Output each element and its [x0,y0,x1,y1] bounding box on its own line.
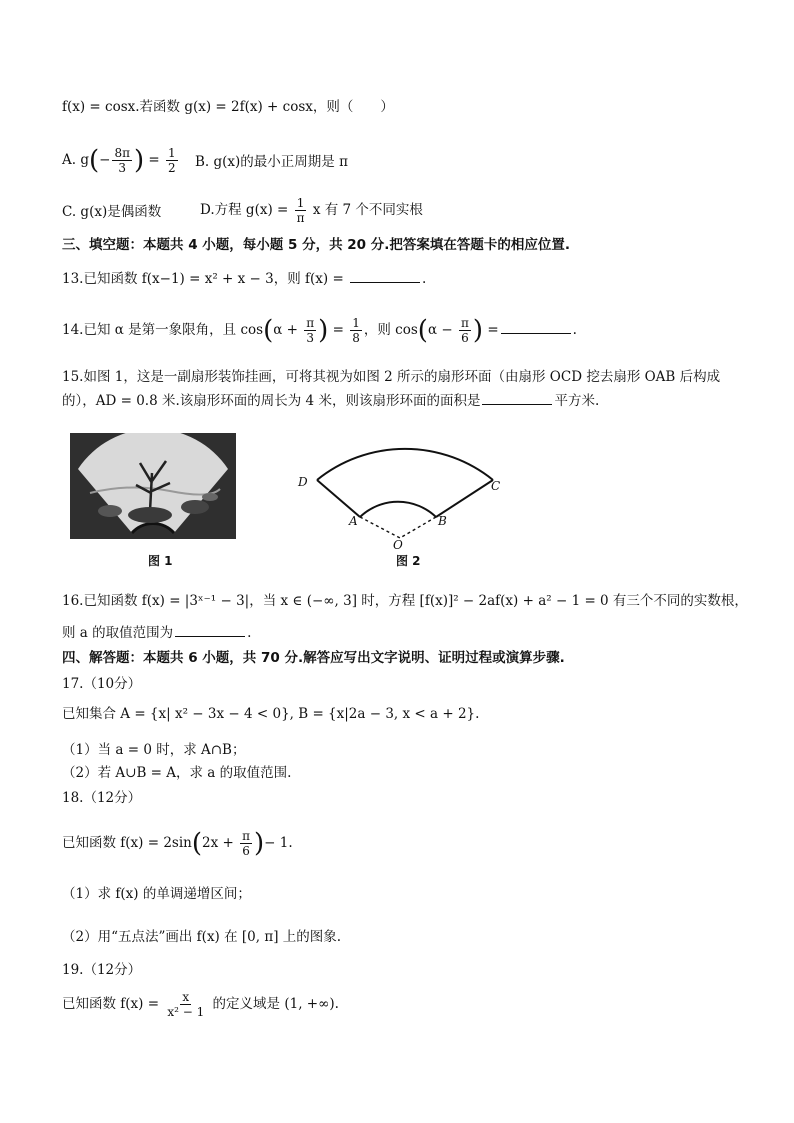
q18-part-1: （1）求 f(x) 的单调递增区间； [62,886,251,902]
q17-stem: 已知集合 A = {x| x² − 3x − 4 < 0}, B = {x|2a − 3, x < a + 2}. [62,706,480,722]
q15-line-1: 15.如图 1，这是一副扇形装饰挂画，可将其视为如图 2 所示的扇形环面（由扇形 OCD 挖去扇形 OAB 后构成 [62,369,721,385]
q12-option-a-fraction: $\frac{8\pi}{3}$ [114,146,130,175]
q15-answer-blank[interactable] [482,392,552,405]
q16-answer-blank[interactable] [175,624,245,637]
q16-line-1: 16.已知函数 f(x) = |3ˣ⁻¹ − 3|，当 x ∈ (−∞, 3] 时，方程 [f(x)]² − 2af(x) + a² − 1 = 0 有三个不同的实数根， [62,593,748,609]
label-o: O [393,538,403,552]
q12-option-a: A. g(− $\frac{8\pi}{3}$ ) = $\frac{1}{2}$ [62,145,176,176]
dashed-segment-bo [400,517,436,538]
segment-cb [436,480,493,517]
inner-arc-ab [360,502,436,517]
fan-painting-graphic [70,433,236,539]
q17-score: 17.（10分） [62,676,142,692]
q17-part-2: （2）若 A∪B = A，求 a 的取值范围. [62,765,292,781]
section-3-heading: 三、填空题：本题共 4 小题，每小题 5 分，共 20 分.把答案填在答题卡的相应位置. [62,237,571,253]
figure-2-caption: 图 2 [396,554,421,568]
q12-stem: f(x) = cosx.若函数 g(x) = 2f(x) + cosx，则（ ） [62,99,394,115]
q13-answer-blank[interactable] [350,270,420,283]
section-4-heading: 四、解答题：本题共 6 小题，共 70 分.解答应写出文字说明、证明过程或演算步骤. [62,650,565,666]
q12-option-a-label: A. g [62,152,89,168]
figure-1-fan-painting [70,433,236,539]
q18-score: 18.（12分） [62,790,142,806]
q14-answer-blank[interactable] [501,321,571,334]
dashed-segment-ao [360,517,400,538]
q12-option-d-fraction: $\frac{1}{\pi}$ [296,196,305,225]
q16-line-2: 则 a 的取值范围为 . [62,625,252,641]
q13: 13.已知函数 f(x−1) = x² + x − 3，则 f(x) = . [62,271,427,287]
q12-option-c: C. g(x)是偶函数 [62,204,162,220]
q12-option-a-value: $\frac{1}{2}$ [168,146,176,175]
segment-da [317,480,360,517]
q17-part-1: （1）当 a = 0 时，求 A∩B； [62,742,246,758]
outer-arc-dc [317,449,493,480]
label-c: C [491,479,501,493]
q19-stem: 已知函数 f(x) = $\frac{x}{\text{x² − 1}}$ 的定义域是 (1, +∞). [62,990,339,1019]
label-d: D [298,475,308,489]
q12-option-b: B. g(x)的最小正周期是 π [195,154,348,170]
figure-2-sector-ring [290,418,520,553]
q18-stem: 已知函数 f(x) = 2sin(2x + $\frac{\pi}{6}$ )− 1. [62,828,293,859]
figure-1-caption: 图 1 [148,554,173,568]
label-b: B [438,514,447,528]
q12-option-d: D.方程 g(x) = $\frac{1}{\pi}$ x 有 7 个不同实根 [200,196,423,225]
label-a: A [349,514,358,528]
q19-score: 19.（12分） [62,962,142,978]
q14: 14.已知 α 是第一象限角，且 cos(α + $\frac{\pi}{3}$ ) = $\frac{1}{8}$ ，则 cos(α − $\frac{\pi}{6}$ ) = . [62,315,577,346]
q18-part-2: （2）用“五点法”画出 f(x) 在 [0, π] 上的图象. [62,929,342,945]
q15-line-2: 的），AD = 0.8 米.该扇形环面的周长为 4 米，则该扇形环面的面积是 平方米. [62,393,600,409]
